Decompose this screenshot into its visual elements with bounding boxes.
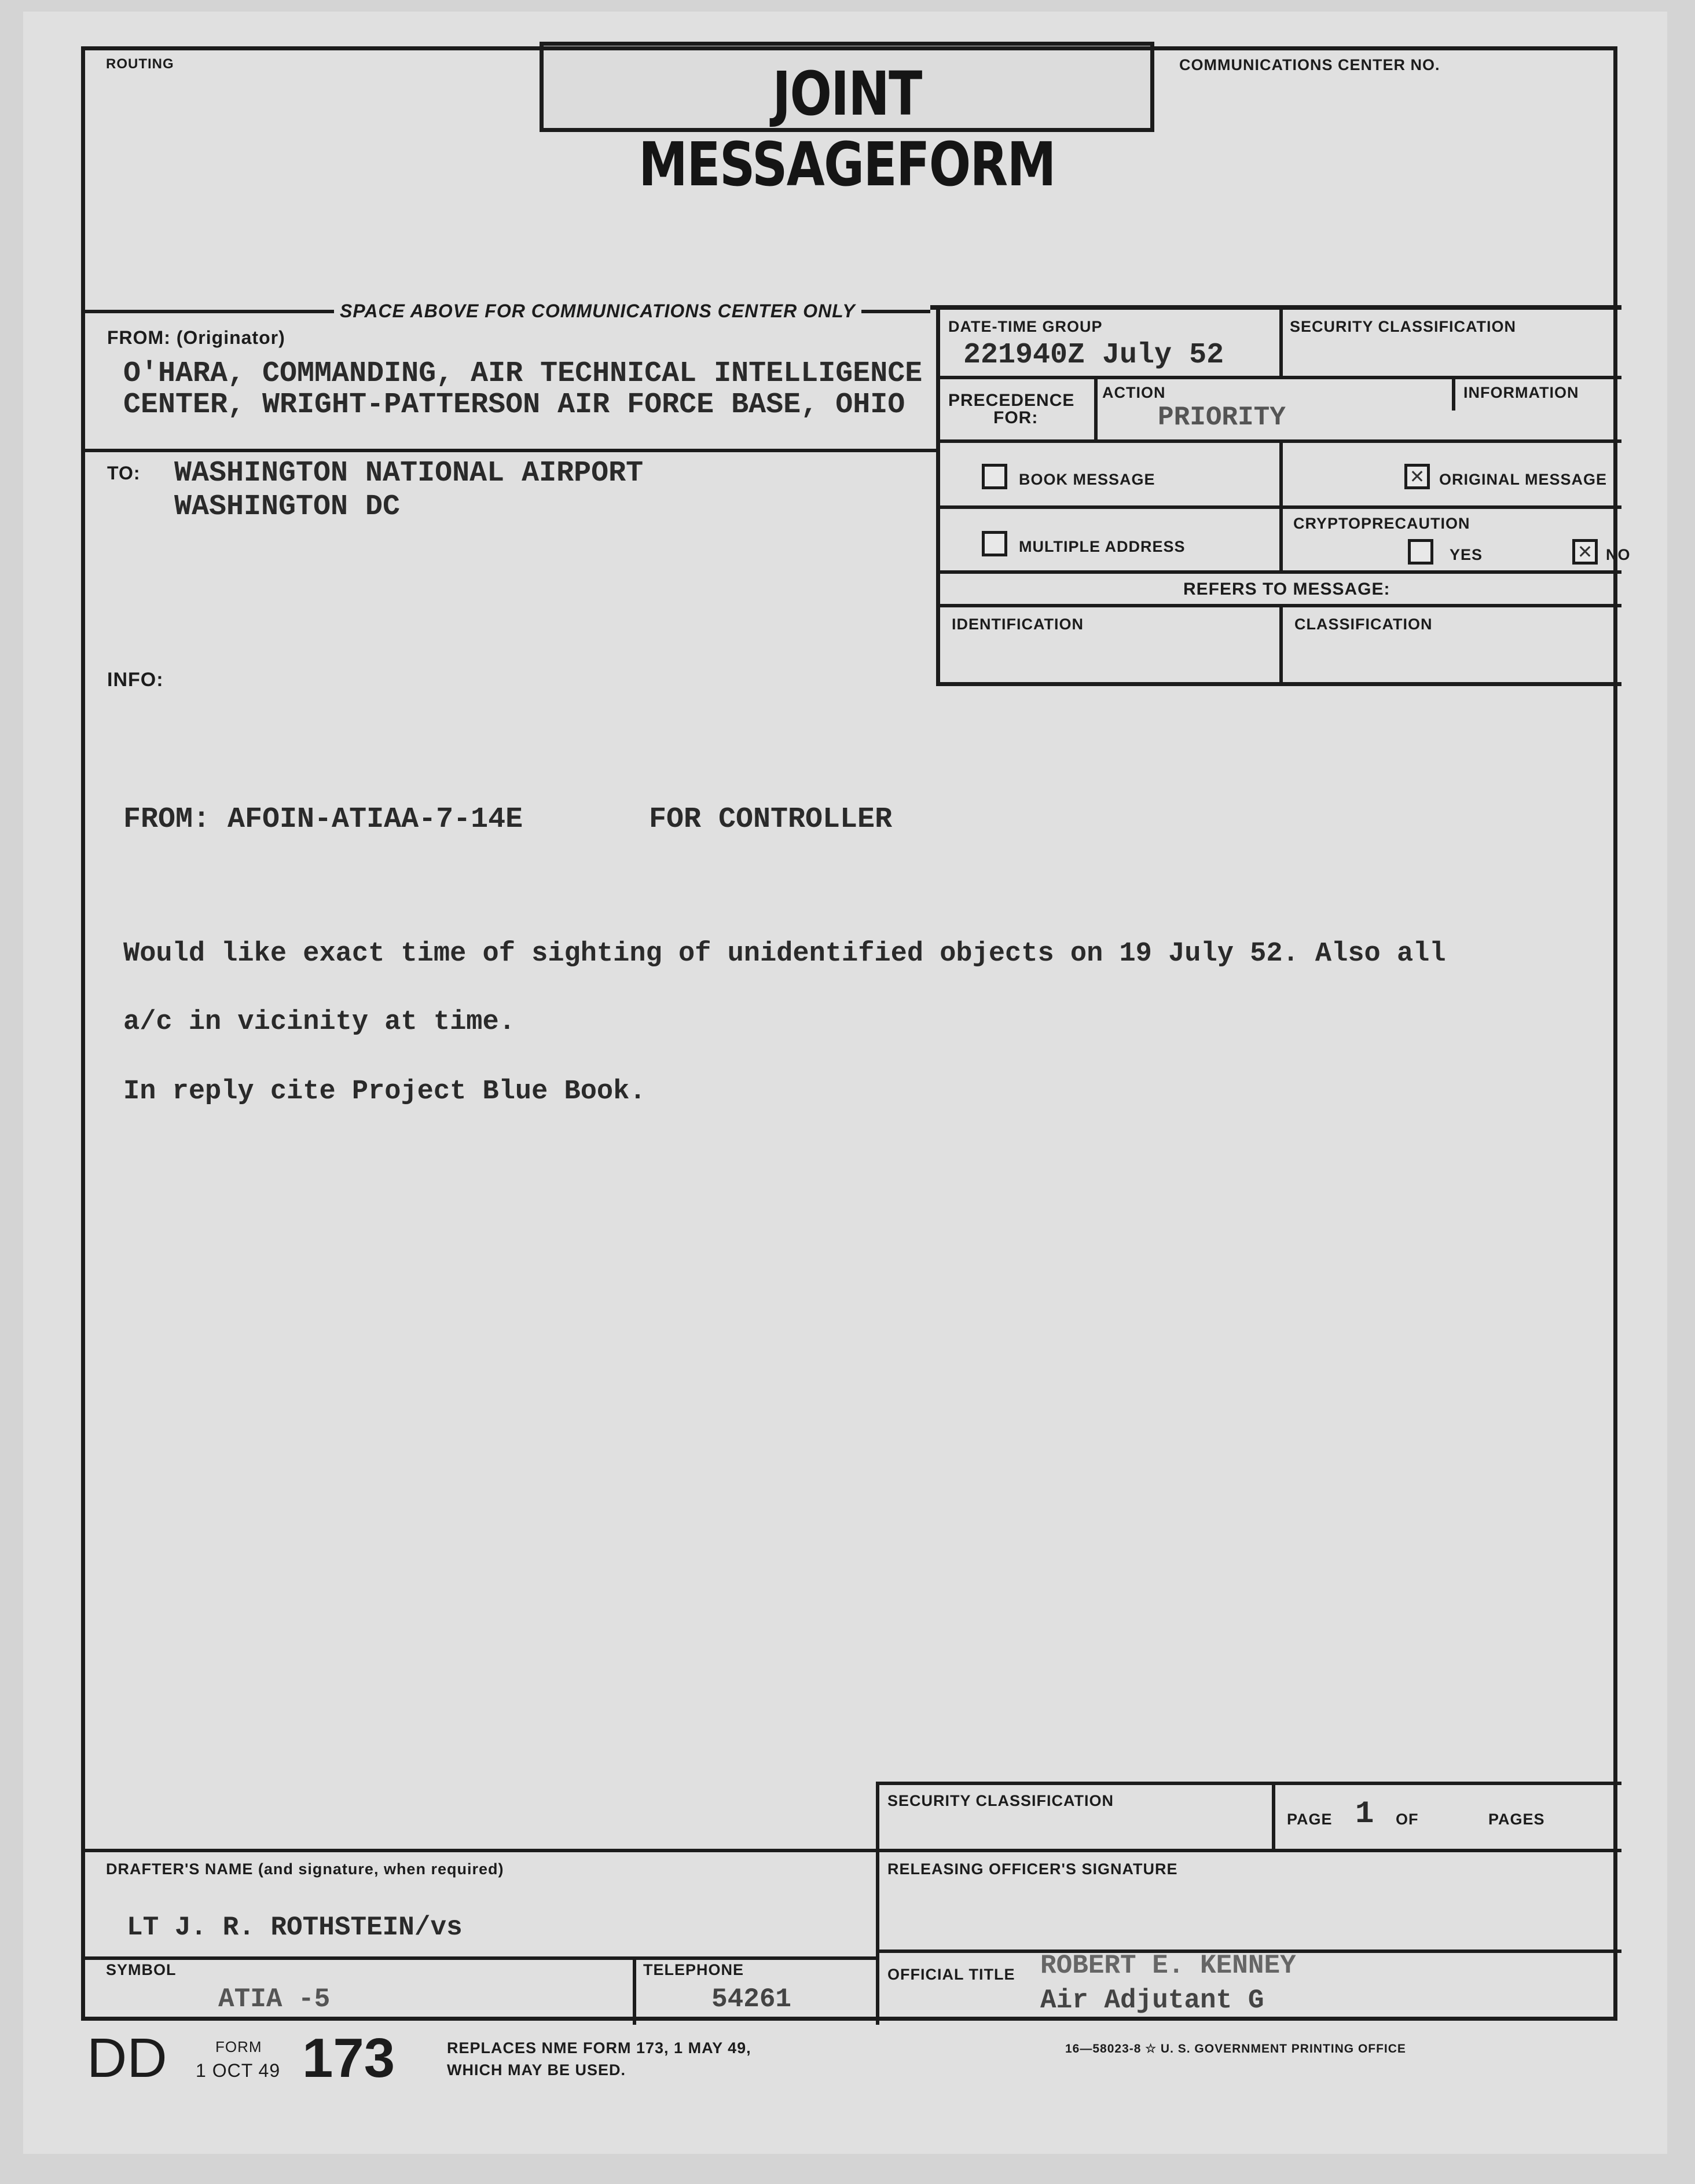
footer-line-2	[85, 1849, 1621, 1852]
book-message-checkbox[interactable]	[982, 464, 1007, 489]
replaces-line-2: WHICH MAY BE USED.	[447, 2061, 626, 2079]
date-time-group-value: 221940Z July 52	[963, 339, 1224, 372]
crypto-no-checkbox[interactable]: ✕	[1572, 539, 1598, 565]
multiple-address-label: MULTIPLE ADDRESS	[1019, 538, 1186, 555]
symbol-label: SYMBOL	[106, 1961, 177, 1978]
info-label: INFO:	[107, 669, 164, 691]
book-message-label: BOOK MESSAGE	[1019, 471, 1155, 488]
action-value: PRIORITY	[1158, 402, 1286, 433]
cryptoprecaution-label: CRYPTOPRECAUTION	[1293, 515, 1470, 532]
form-title: JOINT MESSAGEFORM	[639, 58, 1055, 200]
page-number: 1	[1355, 1797, 1374, 1832]
routing-label: ROUTING	[106, 56, 174, 72]
message-form	[81, 46, 1631, 2021]
pages-label: PAGES	[1488, 1811, 1545, 1828]
of-label: OF	[1396, 1811, 1419, 1828]
gpo-imprint: 16—58023-8 ☆ U. S. GOVERNMENT PRINTING OFFICE	[1065, 2042, 1406, 2055]
symbol-telephone-divider	[633, 1956, 636, 2025]
comm-center-label: COMMUNICATIONS CENTER NO.	[1179, 56, 1440, 74]
rp-line-3	[940, 505, 1621, 509]
page-label: PAGE	[1287, 1811, 1333, 1828]
telephone-label: TELEPHONE	[643, 1961, 744, 1978]
from-divider	[85, 449, 936, 452]
official-title-value: Air Adjutant G	[1040, 1985, 1264, 2016]
original-message-checkbox[interactable]: ✕	[1404, 464, 1430, 489]
footer-left-vertical	[876, 1782, 879, 2025]
form-number: 173	[302, 2027, 395, 2089]
from-line-1: O'HARA, COMMANDING, AIR TECHNICAL INTELLIGENCE	[123, 357, 923, 390]
symbol-value: ATIA -5	[218, 1984, 331, 2014]
official-name: ROBERT E. KENNEY	[1040, 1951, 1296, 1981]
rp-prec-divider	[1094, 376, 1098, 439]
right-panel	[936, 310, 1631, 686]
rp-line-4	[940, 570, 1621, 574]
precedence-label: PRECEDENCE	[948, 391, 1075, 410]
replaces-line-1: REPLACES NME FORM 173, 1 MAY 49,	[447, 2039, 751, 2057]
body-line-1: Would like exact time of sighting of unidentified objects on 19 July 52. Also all	[123, 939, 1446, 969]
footer-line-3	[85, 1956, 876, 1960]
body-for-line: FOR CONTROLLER	[649, 803, 893, 836]
telephone-value: 54261	[711, 1984, 792, 2014]
top-right-line	[930, 305, 1621, 310]
precedence-for-label: FOR:	[993, 408, 1039, 427]
space-above-label: SPACE ABOVE FOR COMMUNICATIONS CENTER ONLY	[334, 301, 861, 322]
dtg-divider	[1279, 310, 1283, 379]
from-label: FROM: (Originator)	[107, 327, 285, 348]
classification-label: CLASSIFICATION	[1294, 615, 1433, 633]
information-label: INFORMATION	[1463, 384, 1579, 401]
form-dd: DD	[87, 2027, 167, 2089]
rp-action-divider	[1452, 376, 1455, 411]
body-from-line: FROM: AFOIN-ATIAA-7-14E	[123, 803, 523, 836]
form-date: 1 OCT 49	[196, 2060, 281, 2081]
from-line-2: CENTER, WRIGHT-PATTERSON AIR FORCE BASE, OHIO	[123, 389, 905, 422]
to-line-2: WASHINGTON DC	[174, 490, 401, 523]
crypto-yes-checkbox[interactable]	[1408, 539, 1433, 565]
identification-label: IDENTIFICATION	[952, 615, 1084, 633]
footer-line-1	[876, 1782, 1621, 1785]
action-label: ACTION	[1102, 384, 1166, 401]
rp-mid-divider	[1279, 439, 1283, 570]
footer-page-divider	[1272, 1782, 1275, 1849]
multiple-address-checkbox[interactable]	[982, 531, 1007, 556]
date-time-group-label: DATE-TIME GROUP	[948, 318, 1103, 335]
crypto-no-label: NO	[1606, 546, 1631, 563]
rp-ident-divider	[1279, 604, 1283, 686]
footer-security-classification-label: SECURITY CLASSIFICATION	[887, 1792, 1114, 1809]
form-word: FORM	[215, 2038, 262, 2055]
official-title-label: OFFICIAL TITLE	[887, 1966, 1015, 1983]
refers-to-label: REFERS TO MESSAGE:	[1183, 580, 1391, 599]
rp-line-1	[940, 376, 1621, 379]
body-line-2: a/c in vicinity at time.	[123, 1007, 515, 1038]
original-message-label: ORIGINAL MESSAGE	[1439, 471, 1608, 488]
releasing-label: RELEASING OFFICER'S SIGNATURE	[887, 1860, 1178, 1878]
to-line-1: WASHINGTON NATIONAL AIRPORT	[174, 457, 644, 490]
drafter-label: DRAFTER'S NAME (and signature, when required)	[106, 1860, 504, 1878]
drafter-value: LT J. R. ROTHSTEIN/vs	[127, 1912, 463, 1943]
crypto-yes-label: YES	[1450, 546, 1483, 563]
body-line-3: In reply cite Project Blue Book.	[123, 1076, 646, 1107]
security-classification-label: SECURITY CLASSIFICATION	[1290, 318, 1517, 335]
to-label: TO:	[107, 463, 141, 483]
